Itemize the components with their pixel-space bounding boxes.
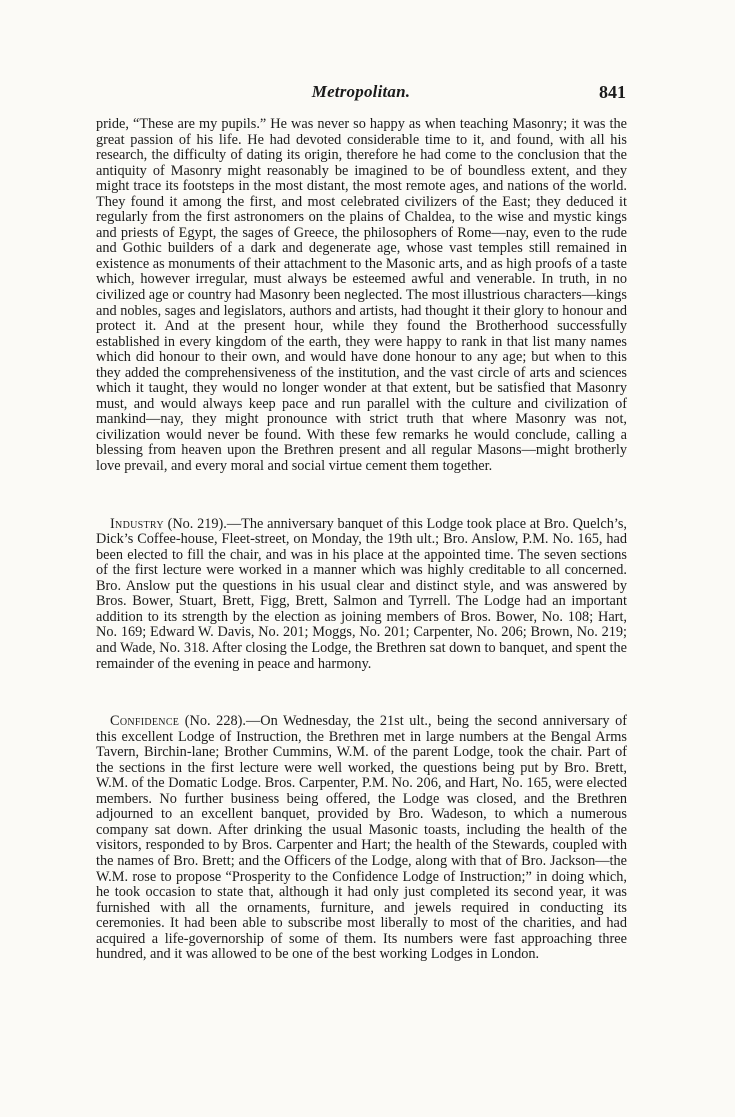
page-number: 841 [599,82,626,102]
paragraph-text: pride, “These are my pupils.” He was never so happy as when teaching Masonry; it was the great passion of his life. He had devoted considerable time to it, and found, with all his research, the difficulty of dating its origin, therefore he had come to the conclusion that the antiquity of Masonry might reasonably be imagined to be of boundless extent, and they might trace its footsteps in the most distant, the most remote ages, and nations of the world. They found it among the first, and most celebrated civilizers of the East; they deduced it regularly from the first astronomers on the plains of Chaldea, to the wise and mystic kings and priests of Egypt, the sages of Greece, the philosophers of Rome—nay, even to the rude and Gothic builders of a dark and degenerate age, whose vast temples still remained in existence as monuments of their attachment to the Masonic arts, and as high proofs of a taste which, however irregular, must always be esteemed awful and venerable. In truth, in no civilized age or country had Masonry been neglected. The most illustrious characters—kings and nobles, sages and legislators, authors and artists, had thought it their glory to honour and protect it. And at the present hour, while they found the Brotherhood successfully established in every kingdom of the earth, they were happy to rank in that list many names which did honour to their own, and would have done honour to any age; but when to this they added the comprehensiveness of the institution, and the vast circle of arts and sciences which it taught, they would no longer wonder at that extent, but be satisfied that Masonry must, and would always keep pace and run parallel with the culture and civilization of mankind—nay, they might pronounce with strict truth that where Masonry was not, civilization would never be found. With these few remarks he would conclude, calling a blessing from heaven upon the Brethren present and all regular Masons—might brotherly love prevail, and every moral and social virtue cement them together. [96,116,627,475]
paragraph-confidence-lodge [96,714,627,963]
lodge-name-industry: Industry [110,515,164,532]
paragraph-text: (No. 228).—On Wednesday, the 21st ult., being the second anniversary of this excellent Lodge of Instruction, the Brethren met in large numbers at the Bengal Arms Tavern, Birchin-lane; Brother Cummins, W.M. of the parent Lodge, took the chair. Part of the sections in the first lecture were well worked, the questions being put by Bro. Brett, W.M. of the Domatic Lodge. Bros. Carpenter, P.M. No. 206, and Hart, No. 165, were elected members. No further business being offered, the Lodge was closed, and the Brethren adjourned to an excellent banquet, provided by Bro. Wadeson, to which a numerous company sat down. After drinking the usual Masonic toasts, including the health of the visitors, responded to by Bros. Carpenter and Hart; the health of the Stewards, coupled with the names of Bro. Brett; and the Officers of the Lodge, along with that of Bro. Jackson—the W.M. rose to propose “Prosperity to the Confidence Lodge of Instruction;” in doing which, he took occasion to state that, although it had only just completed its second year, it was furnished with all the ornaments, furniture, and jewels required in conducting its ceremonies. It had been able to subscribe most liberally to most of the charities, and had acquired a life-governorship of some of them. Its numbers were fast approaching three hundred, and it was allowed to be one of the best working Lodges in London. [96,713,627,963]
article-body [96,117,627,963]
paragraph-masonry-antiquity [96,117,627,475]
paragraph-industry-lodge [96,517,627,672]
paragraph-text: (No. 219).—The anniversary banquet of this Lodge took place at Bro. Quelch’s, Dick’s Coffee-house, Fleet-street, on Monday, the 19th ult.; Bro. Anslow, P.M. No. 165, had been elected to fill the chair, and was in his place at the appointed time. The seven sections of the first lecture were worked in a manner which was highly creditable to all concerned. Bro. Anslow put the questions in his usual clear and distinct style, and was answered by Bros. Bower, Stuart, Brett, Figg, Brett, Salmon and Tyrrell. The Lodge had an important addition to its strength by the election as joining members of Bros. Bower, No. 108; Hart, No. 169; Edward W. Davis, No. 201; Moggs, No. 201; Carpenter, No. 206; Brown, No. 219; and Wade, No. 318. After closing the Lodge, the Brethren sat down to banquet, and spent the remainder of the evening in peace and harmony. [96,515,628,672]
lodge-name-confidence: Confidence [110,713,180,730]
page-header [96,82,626,108]
running-title: Metropolitan. [311,82,411,101]
